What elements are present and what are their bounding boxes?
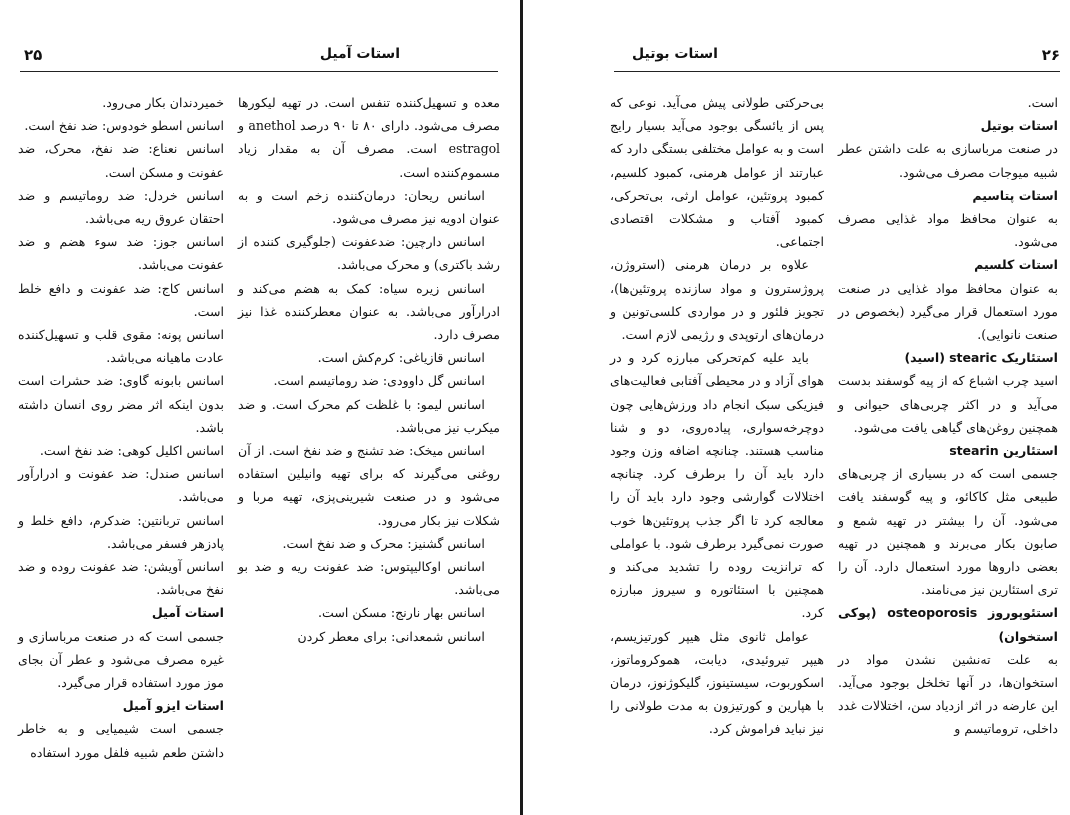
entry-text: اسانس نعناع: ضد نفخ، محرک، ضد عفونت و مسکن است. [18,141,224,180]
entry-text: به علت ته‌نشین نشدن مواد در استخوان‌ها، در آنها تخلخل بوجود می‌آید. این عارضه در اثر ازدیاد سن، اختلالات غدد داخلی، تروماتیسم و [838,651,1058,737]
entry-heading: استات پتاسیم [972,187,1058,203]
left-header-rule [20,71,498,72]
entry-text: جسمی است که در صنعت مرباسازی و غیره مصرف می‌شود و عطر آن بجای موز مورد استفاده قرار می‌گیرد. [18,628,224,691]
paragraph: اسانس اوکالیپتوس: ضد عفونت ریه و ضد بو می‌باشد. [238,559,500,598]
paragraph: اسانس دارچین: ضدعفونت (جلوگیری کننده از رشد باکتری) و محرک می‌باشد. [238,234,500,273]
entry-text: خمیردندان بکار می‌رود. [102,95,224,110]
paragraph: اسانس میخک: ضد تشنج و ضد نفخ است. از آن روغنی می‌گیرند که برای تهیه وانیلین استفاده می‌شود و در صنعت شیرینی‌پزی، تهیه مربا و شکلات نیز بکار می‌رود. [238,443,500,528]
book-spine [520,0,523,815]
right-page-header [526,46,1070,68]
entry-text: جسمی است شیمیایی و به خاطر داشتن طعم شبیه فلفل مورد استفاده [18,721,224,760]
left-page [0,0,520,815]
paragraph: اسانس بهار نارنج: مسکن است. [317,605,485,621]
entry-text: در صنعت مرباسازی به علت داشتن عطر شبیه میوجات مصرف می‌شود. [838,141,1058,180]
entry-heading: استئوپوروز osteoporosis (پوکی استخوان) [838,605,1058,644]
entry-heading: استئاریک stearic (اسید) [904,350,1058,366]
entry-heading: استات کلسیم [974,257,1058,273]
entry-heading: استات بوتیل [980,118,1058,134]
entry-heading: استات ایزو آمیل [122,698,224,714]
paragraph: اسانس زیره سیاه: کمک به هضم می‌کند و ادرارآور می‌باشد. به عنوان معطرکننده غذا نیز مصرف دارد. [238,280,500,343]
left-page-title: استات آمیل [319,46,400,62]
right-page-title: استات بوتیل [632,46,718,62]
entry-text: اسانس اسطو خودوس: ضد نفخ است. [24,118,224,134]
entry-text: اسانس آویشن: ضد عفونت روده و ضد نفخ می‌باشد. [18,559,224,598]
paragraph: علاوه بر درمان هرمنی (استروژن، پروژسترون و مواد سازنده پروتئین‌ها)، تجویز فلئور و در مواردی کلسی‌تونین و درمان‌های ارتوپدی و رژیمی لازم است. [610,257,824,343]
left-page-left-column [18,91,224,764]
entry-text: اسانس جوز: ضد سوء هضم و ضد عفونت می‌باشد. [18,234,224,273]
paragraph: اسانس گل داوودی: ضد روماتیسم است. [273,373,485,389]
right-header-rule [614,71,1060,72]
entry-text: اسانس بابونه گاوی: ضد حشرات است بدون اینکه اثر مضر روی انسان داشته باشد. [18,373,224,435]
entry-heading: استئارین stearin [949,443,1058,459]
left-page-number: ۲۵ [24,46,43,64]
entry-heading: استات آمیل [151,605,224,621]
entry-text: اسید چرب اشباع که از پیه گوسفند بدست می‌آید و در اکثر چربی‌های حیوانی و همچنین روغن‌های گیاهی یافت می‌شود. [838,373,1058,435]
entry-text: اسانس اکلیل کوهی: ضد نفخ است. [39,443,224,459]
paragraph: اسانس گشنیز: محرک و ضد نفخ است. [282,535,485,551]
right-page-number: ۲۶ [1041,46,1060,64]
entry-text: اسانس خردل: ضد روماتیسم و ضد احتقان عروق ریه می‌باشد. [18,187,224,227]
entry-text: به عنوان محافظ مواد غذایی در صنعت مورد استعمال قرار می‌گیرد (بخصوص در صنعت نانوایی). [838,280,1058,343]
entry-text: جسمی است که در بسیاری از چربی‌های طبیعی مثل کاکائو، و پیه گوسفند یافت می‌شود. آن را بیشتر در تهیه شمع و صابون بکار می‌برند و همچنین در تهیه بعضی داروها مورد استعمال دارد. آن را تری استئارین نیز می‌نامند. [838,466,1058,598]
paragraph: بی‌حرکتی طولانی پیش می‌آید. نوعی که پس از یائسگی بوجود می‌آید بسیار رایج است و به عوامل مختلفی بستگی دارد که عبارتند از عوامل هرمنی، کمبود کلسیم، کمبود پروتئین، عوامل ارثی، بی‌تحرکی، کمبود آفتاب و مشکلات اقتصادی اجتماعی. [610,95,824,250]
left-page-right-column [238,91,500,648]
paragraph: اسانس قازیاغی: کرم‌کش است. [317,350,485,366]
entry-text: اسانس تربانتین: ضدکرم، دافع خلط و پادزهر فسفر می‌باشد. [18,512,224,551]
left-page-header [0,46,520,68]
right-page [526,0,1070,815]
paragraph: باید علیه کم‌تحرکی مبارزه کرد و در هوای آزاد و در محیطی آفتابی فعالیت‌های فیزیکی سبک انجام داد ورزش‌هایی چون دوچرخه‌سواری، پیاده‌روی، دو و شنا مناسب هستند. چنانچه اضافه وزن وجود دارد باید آن را برطرف کرد. چنانچه اختلالات گوارشی وجود دارد باید آن را معالجه کرد تا اگر جذب پروتئین‌ها خوب صورت نمی‌گیرد برطرف شود. با عواملی که ترانزیت روده را تشدید می‌کند و همچنین با استئاتوره و سیروز مبارزه کرد. [610,350,824,621]
paragraph: اسانس شمعدانی: برای معطر کردن [297,628,485,644]
entry-text: اسانس صندل: ضد عفونت و ادرارآور می‌باشد. [18,466,224,505]
paragraph: معده و تسهیل‌کننده تنفس است. در تهیه لیکورها مصرف می‌شود. دارای ۸۰ تا ۹۰ درصد anethol و estragol است. مصرف آن به مقدار زیاد مسموم‌کننده است. [238,95,500,180]
entry-text: است. [1027,95,1058,110]
paragraph: اسانس ریحان: درمان‌کننده زخم است و به عنوان ادویه نیز مصرف می‌شود. [238,187,500,227]
entry-text: به عنوان محافظ مواد غذایی مصرف می‌شود. [838,211,1058,250]
paragraph: اسانس لیمو: با غلظت کم محرک است. و ضد میکرب نیز می‌باشد. [238,396,500,435]
right-page-left-column [610,91,824,741]
entry-text: اسانس کاج: ضد عفونت و دافع خلط است. [18,280,224,319]
right-page-right-column [838,91,1058,741]
paragraph: عوامل ثانوی مثل هیپر کورتیزیسم، هیپر تیروئیدی، دیابت، هموکروماتوز، اسکوربوت، سیستینوز، گلیکوژنوز، درمان با هپارین و کورتیزون به مدت طولانی را نیز نباید فراموش کرد. [610,628,824,737]
entry-text: اسانس پونه: مقوی قلب و تسهیل‌کننده عادت ماهیانه می‌باشد. [18,327,224,366]
